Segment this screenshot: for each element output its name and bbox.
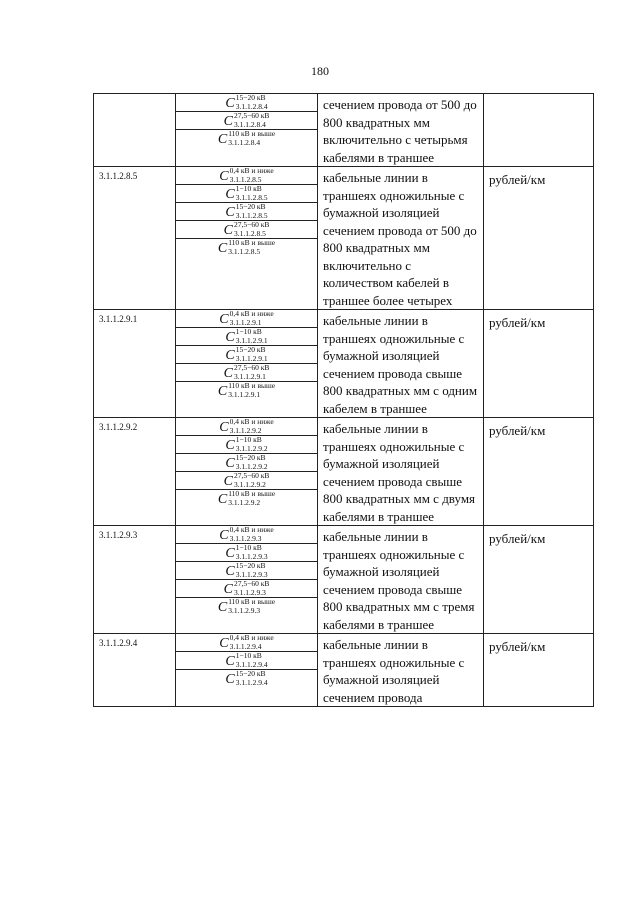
rate-formula (218, 130, 275, 147)
voltage-superscript: 15−20 кВ (235, 93, 266, 102)
voltage-superscript: 0,4 кВ и ниже (229, 166, 274, 175)
rate-letter: C (223, 114, 233, 129)
code-subscript: 3.1.1.2.9.1 (229, 318, 262, 327)
rate-formula (218, 239, 275, 256)
code-subscript: 3.1.1.2.9.3 (235, 570, 268, 579)
voltage-superscript: 0,4 кВ и ниже (229, 525, 274, 534)
rate-symbol (176, 580, 317, 598)
rate-formula (225, 670, 267, 687)
rate-letter: C (225, 438, 235, 453)
row-description: кабельные линии в траншеях одножильные с бумажной изоляцией сечением провода свыше 800 квадратных мм с одним кабелем в траншее (318, 310, 484, 418)
rate-symbol (176, 472, 317, 490)
table-row (94, 418, 594, 526)
rate-letter: C (225, 672, 235, 687)
rate-symbol (176, 112, 317, 130)
rate-indices (230, 634, 274, 651)
code-subscript: 3.1.1.2.9.2 (235, 462, 268, 471)
rate-indices (228, 130, 275, 147)
page-number: 180 (311, 64, 329, 78)
table-row (94, 94, 594, 167)
rate-symbols-list (176, 634, 317, 687)
rate-formula (225, 185, 267, 202)
code-subscript: 3.1.1.2.8.5 (235, 193, 268, 202)
voltage-superscript: 1−10 кВ (235, 327, 262, 336)
rate-symbol (176, 490, 317, 507)
code-subscript: 3.1.1.2.8.5 (228, 247, 261, 256)
rate-symbol (176, 221, 317, 239)
rate-letter: C (223, 474, 233, 489)
row-unit: рублей/км (484, 634, 594, 707)
rate-symbol (176, 167, 317, 185)
rate-symbol (176, 346, 317, 364)
rate-indices (228, 382, 275, 399)
rate-indices (230, 167, 274, 184)
voltage-superscript: 15−20 кВ (235, 345, 266, 354)
rate-letter: C (219, 312, 229, 327)
rate-symbols-cell (176, 167, 318, 310)
voltage-superscript: 15−20 кВ (235, 453, 266, 462)
voltage-superscript: 110 кВ и выше (228, 238, 276, 247)
rate-symbol (176, 562, 317, 580)
rate-letter: C (225, 654, 235, 669)
rate-indices (234, 221, 269, 238)
rate-indices (228, 490, 275, 507)
rate-letter: C (219, 420, 229, 435)
row-code: 3.1.1.2.9.4 (94, 634, 176, 707)
voltage-superscript: 1−10 кВ (235, 435, 262, 444)
rate-formula (225, 203, 267, 220)
row-unit: рублей/км (484, 526, 594, 634)
tariff-table-body (94, 94, 594, 707)
voltage-superscript: 27,5−60 кВ (233, 579, 270, 588)
code-subscript: 3.1.1.2.9.1 (233, 372, 266, 381)
code-subscript: 3.1.1.2.9.2 (228, 498, 261, 507)
row-code: 3.1.1.2.9.1 (94, 310, 176, 418)
code-subscript: 3.1.1.2.9.2 (233, 480, 266, 489)
rate-indices (236, 652, 268, 669)
rate-symbols-cell (176, 94, 318, 167)
rate-formula (219, 634, 273, 651)
rate-indices (236, 454, 268, 471)
rate-formula (219, 526, 273, 543)
row-code: 3.1.1.2.9.3 (94, 526, 176, 634)
rate-indices (234, 472, 269, 489)
code-subscript: 3.1.1.2.9.3 (233, 588, 266, 597)
rate-formula (225, 544, 267, 561)
row-unit: рублей/км (484, 418, 594, 526)
rate-letter: C (225, 348, 235, 363)
rate-formula (225, 562, 267, 579)
rate-letter: C (217, 600, 228, 615)
code-subscript: 3.1.1.2.8.5 (235, 211, 268, 220)
rate-symbol (176, 652, 317, 670)
table-row (94, 167, 594, 310)
voltage-superscript: 0,4 кВ и ниже (229, 633, 274, 642)
row-description: кабельные линии в траншеях одножильные с бумажной изоляцией сечением провода свыше 800 квадратных мм с двумя кабелями в траншее (318, 418, 484, 526)
rate-symbols-list (176, 167, 317, 256)
voltage-superscript: 27,5−60 кВ (233, 111, 270, 120)
rate-indices (234, 364, 269, 381)
rate-symbol (176, 364, 317, 382)
code-subscript: 3.1.1.2.8.4 (228, 138, 261, 147)
table-row (94, 634, 594, 707)
rate-symbol (176, 382, 317, 399)
voltage-superscript: 0,4 кВ и ниже (229, 309, 274, 318)
rate-symbol (176, 634, 317, 652)
rate-indices (236, 436, 268, 453)
rate-letter: C (219, 636, 229, 651)
code-subscript: 3.1.1.2.9.1 (235, 336, 268, 345)
rate-letter: C (225, 564, 235, 579)
rate-symbol (176, 454, 317, 472)
rate-formula (224, 364, 270, 381)
rate-indices (236, 544, 268, 561)
rate-symbols-list (176, 418, 317, 507)
rate-symbol (176, 670, 317, 687)
rate-symbols-list (176, 94, 317, 147)
rate-symbols-cell (176, 418, 318, 526)
rate-formula (225, 652, 267, 669)
rate-formula (225, 436, 267, 453)
row-unit (484, 94, 594, 167)
rate-letter: C (225, 456, 235, 471)
table-row (94, 526, 594, 634)
code-subscript: 3.1.1.2.9.1 (235, 354, 268, 363)
voltage-superscript: 15−20 кВ (235, 669, 266, 678)
rate-symbols-cell (176, 634, 318, 707)
rate-symbol (176, 598, 317, 615)
rate-symbols-list (176, 310, 317, 399)
rate-indices (234, 580, 269, 597)
rate-letter: C (223, 582, 233, 597)
code-subscript: 3.1.1.2.8.5 (233, 229, 266, 238)
rate-letter: C (217, 384, 228, 399)
voltage-superscript: 15−20 кВ (235, 202, 266, 211)
rate-letter: C (225, 187, 235, 202)
row-code (94, 94, 176, 167)
rate-formula (225, 346, 267, 363)
rate-symbol (176, 436, 317, 454)
rate-indices (236, 328, 268, 345)
rate-letter: C (217, 241, 228, 256)
rate-indices (236, 562, 268, 579)
code-subscript: 3.1.1.2.8.4 (233, 120, 266, 129)
rate-formula (224, 112, 270, 129)
rate-formula (219, 418, 273, 435)
rate-indices (236, 670, 268, 687)
rate-letter: C (219, 528, 229, 543)
rate-symbol (176, 130, 317, 147)
rate-formula (224, 472, 270, 489)
rate-letter: C (225, 96, 235, 111)
rate-letter: C (223, 366, 233, 381)
rate-indices (230, 526, 274, 543)
voltage-superscript: 110 кВ и выше (228, 129, 276, 138)
voltage-superscript: 1−10 кВ (235, 543, 262, 552)
rate-letter: C (223, 223, 233, 238)
code-subscript: 3.1.1.2.9.1 (228, 390, 261, 399)
code-subscript: 3.1.1.2.8.4 (235, 102, 268, 111)
voltage-superscript: 110 кВ и выше (228, 381, 276, 390)
rate-symbol (176, 203, 317, 221)
row-description: кабельные линии в траншеях одножильные с бумажной изоляцией сечением провода свыше 800 квадратных мм с тремя кабелями в траншее (318, 526, 484, 634)
rate-symbol (176, 526, 317, 544)
row-description: сечением провода от 500 до 800 квадратных мм включительно с четырьмя кабелями в траншее (318, 94, 484, 167)
voltage-superscript: 27,5−60 кВ (233, 220, 270, 229)
rate-formula (218, 382, 275, 399)
rate-formula (225, 328, 267, 345)
rate-symbols-cell (176, 526, 318, 634)
code-subscript: 3.1.1.2.9.3 (228, 606, 261, 615)
voltage-superscript: 0,4 кВ и ниже (229, 417, 274, 426)
voltage-superscript: 1−10 кВ (235, 184, 262, 193)
rate-indices (230, 418, 274, 435)
rate-indices (230, 310, 274, 327)
voltage-superscript: 27,5−60 кВ (233, 471, 270, 480)
rate-symbol (176, 328, 317, 346)
tariff-table (93, 93, 594, 707)
code-subscript: 3.1.1.2.9.3 (229, 534, 262, 543)
rate-formula (219, 167, 273, 184)
code-subscript: 3.1.1.2.9.4 (235, 678, 268, 687)
rate-letter: C (217, 492, 228, 507)
rate-indices (236, 203, 268, 220)
rate-formula (219, 310, 273, 327)
row-description: кабельные линии в траншеях одножильные с бумажной изоляцией сечением провода (318, 634, 484, 707)
rate-formula (218, 490, 275, 507)
rate-indices (236, 94, 268, 111)
rate-indices (234, 112, 269, 129)
code-subscript: 3.1.1.2.9.3 (235, 552, 268, 561)
table-row (94, 310, 594, 418)
rate-formula (225, 454, 267, 471)
row-code: 3.1.1.2.8.5 (94, 167, 176, 310)
row-unit: рублей/км (484, 310, 594, 418)
code-subscript: 3.1.1.2.8.5 (229, 175, 262, 184)
rate-formula (224, 580, 270, 597)
row-unit: рублей/км (484, 167, 594, 310)
voltage-superscript: 27,5−60 кВ (233, 363, 270, 372)
rate-letter: C (225, 330, 235, 345)
rate-symbols-list (176, 526, 317, 615)
rate-indices (236, 185, 268, 202)
rate-formula (224, 221, 270, 238)
row-code: 3.1.1.2.9.2 (94, 418, 176, 526)
rate-letter: C (219, 169, 229, 184)
voltage-superscript: 110 кВ и выше (228, 489, 276, 498)
rate-symbol (176, 310, 317, 328)
rate-symbols-cell (176, 310, 318, 418)
rate-formula (218, 598, 275, 615)
rate-indices (236, 346, 268, 363)
code-subscript: 3.1.1.2.9.2 (235, 444, 268, 453)
code-subscript: 3.1.1.2.9.4 (229, 642, 262, 651)
code-subscript: 3.1.1.2.9.2 (229, 426, 262, 435)
rate-indices (228, 239, 275, 256)
rate-symbol (176, 239, 317, 256)
row-description: кабельные линии в траншеях одножильные с бумажной изоляцией сечением провода от 500 до 800 квадратных мм включительно с количеством кабелей в траншее более четырех (318, 167, 484, 310)
rate-indices (228, 598, 275, 615)
voltage-superscript: 15−20 кВ (235, 561, 266, 570)
code-subscript: 3.1.1.2.9.4 (235, 660, 268, 669)
rate-symbol (176, 94, 317, 112)
rate-letter: C (217, 132, 228, 147)
rate-symbol (176, 544, 317, 562)
rate-letter: C (225, 205, 235, 220)
rate-symbol (176, 185, 317, 203)
voltage-superscript: 110 кВ и выше (228, 597, 276, 606)
rate-formula (225, 94, 267, 111)
voltage-superscript: 1−10 кВ (235, 651, 262, 660)
rate-symbol (176, 418, 317, 436)
rate-letter: C (225, 546, 235, 561)
